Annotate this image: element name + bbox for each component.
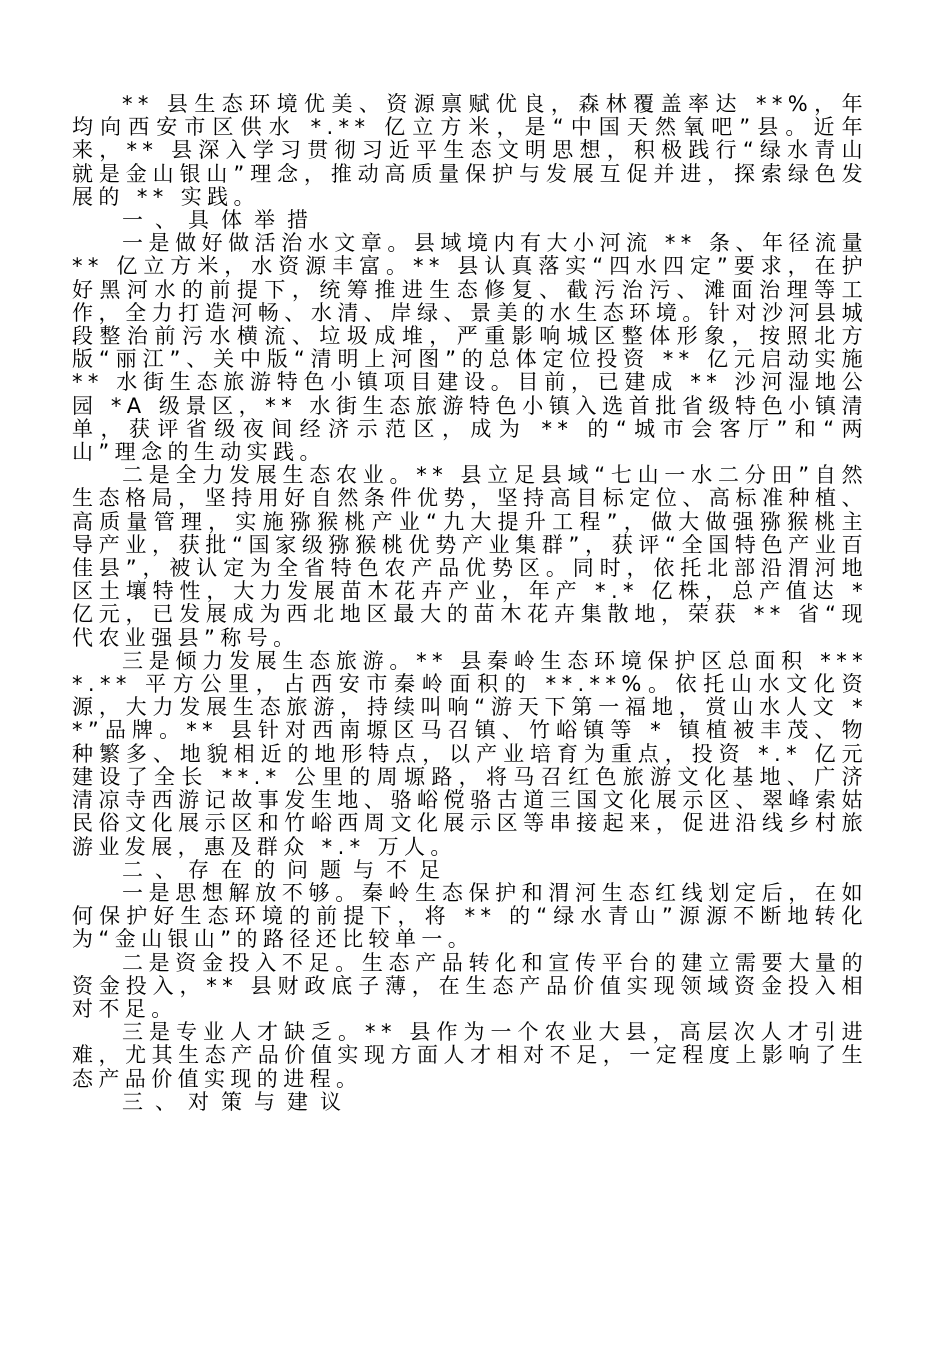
section-heading-measures: 一、具体举措 [122,208,320,233]
document-page [72,93,868,1114]
paragraph-funding: 二是资金投入不足。生态产品转化和宣传平台的建立需要大量的资金投入，** 县财政底子薄，在生态产品价值实现领域资金投入相对不足。 [72,950,868,1021]
paragraph-mindset: 一是思想解放不够。秦岭生态保护和渭河生态红线划定后，在如何保护好生态环境的前提下，将 ** 的“绿水青山”源源不断地转化为“金山银山”的路径还比较单一。 [72,880,868,952]
paragraph-eco-agriculture: 二是全力发展生态农业。** 县立足县域“七山一水二分田”自然生态格局，坚持用好自然条件优势，坚持高目标定位、高标准种植、高质量管理，实施猕猴桃产业“九大提升工程”，做大做强猕猴桃主导产业，获批“国家级猕猴桃优势产业集群”，获评“全国特色产业百佳县”，被认定为全省特色农产品优势区。同时，依托北部沿渭河地区土壤特性，大力发展苗木花卉产业，年产 *.* 亿株，总产值达 * 亿元，已发展成为西北地区最大的苗木花卉集散地，荣获 ** 省“现代农业强县”称号。 [72,463,868,650]
paragraph-talent: 三是专业人才缺乏。** 县作为一个农业大县，高层次人才引进难，尤其生态产品价值实现方面人才相对不足，一定程度上影响了生态产品价值实现的进程。 [72,1020,868,1091]
section-heading-suggestions: 三、对策与建议 [122,1089,353,1114]
paragraph-water-governance: 一是做好做活治水文章。县域境内有大小河流 ** 条、年径流量 ** 亿立方米，水资源丰富。** 县认真落实“四水四定”要求，在护好黑河水的前提下，统筹推进生态修复、截污治污、滩面治理等工作，全力打造河畅、水清、岸绿、景美的水生态环境。针对沙河县城段整治前污水横流、垃圾成堆，严重影响城区整体形象，按照北方版“丽江”、关中版“清明上河图”的总体定位投资 ** 亿元启动实施 ** 水街生态旅游特色小镇项目建设。目前，已建成 ** 沙河湿地公园 *A 级景区，** 水街生态旅游特色小镇入选首批省级特色小镇清单，获评省级夜间经济示范区，成为 ** 的“城市会客厅”和“两山”理念的生动实践。 [72,231,868,465]
intro-paragraph: ** 县生态环境优美、资源禀赋优良，森林覆盖率达 **%，年均向西安市区供水 *.** 亿立方米，是“中国天然氧吧”县。近年来，** 县深入学习贯彻习近平生态文明思想，积极践行“绿水青山就是金山银山”理念，推动高质量保护与发展互促并进，探索绿色发展的 ** 实践。 [72,92,868,209]
paragraph-eco-tourism: 三是倾力发展生态旅游。** 县秦岭生态环境保护区总面积 ****.** 平方公里，占西安市秦岭面积的 **.**%。依托山水文化资源，大力发展生态旅游，持续叫响“游天下第一福地，赏山水人文 **”品牌。** 县针对西南塬区马召镇、竹峪镇等 * 镇植被丰茂、物种繁多、地貌相近的地形特点，以产业培育为重点，投资 *.* 亿元建设了全长 **.* 公里的周塬路，将马召红色旅游文化基地、广济清凉寺西游记故事发生地、骆峪傥骆古道三国文化展示区、翠峰索姑民俗文化展示区和竹峪西周文化展示区等串接起来，促进沿线乡村旅游业发展，惠及群众 *.* 万人。 [72,648,868,859]
section-heading-problems: 二、存在的问题与不足 [122,857,452,882]
